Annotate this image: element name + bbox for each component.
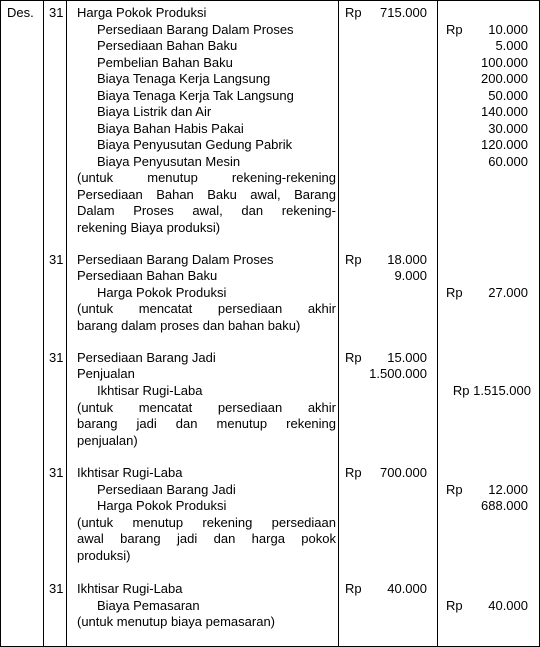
credit-currency: Rp bbox=[446, 22, 463, 37]
credit-amount: 120.000 bbox=[481, 137, 528, 152]
credit-currency: Rp bbox=[446, 482, 463, 497]
entry-note-line: (untuk mencatat persediaan akhir bbox=[77, 301, 336, 316]
entry-day: 31 bbox=[49, 350, 64, 365]
debit-amount: 15.000 bbox=[387, 350, 427, 365]
credit-account: Ikhtisar Rugi-Laba bbox=[97, 383, 203, 398]
debit-currency: Rp bbox=[345, 581, 362, 596]
debit-currency: Rp bbox=[345, 465, 362, 480]
debit-amount: 18.000 bbox=[387, 252, 427, 267]
credit-account: Pembelian Bahan Baku bbox=[97, 55, 233, 70]
entry-note-line: rekening Biaya produksi) bbox=[77, 220, 221, 235]
entry-note-line: barang jadi dan menutup rekening bbox=[77, 416, 336, 431]
credit-amount: 200.000 bbox=[481, 71, 528, 86]
debit-amount: 1.500.000 bbox=[369, 366, 427, 381]
debit-amount: 9.000 bbox=[394, 268, 427, 283]
debit-currency: Rp bbox=[345, 5, 362, 20]
credit-account: Biaya Bahan Habis Pakai bbox=[97, 121, 244, 136]
entry-day: 31 bbox=[49, 252, 64, 267]
entry-day: 31 bbox=[49, 465, 64, 480]
entry-day: 31 bbox=[49, 5, 64, 20]
credit-amount: Rp 1.515.000 bbox=[452, 383, 531, 398]
credit-amount: 40.000 bbox=[488, 598, 528, 613]
credit-account: Biaya Penyusutan Gedung Pabrik bbox=[97, 137, 293, 152]
credit-amount: 27.000 bbox=[488, 285, 528, 300]
credit-amount: 5.000 bbox=[495, 38, 528, 53]
credit-account: Harga Pokok Produksi bbox=[97, 285, 227, 300]
entry-month: Des. bbox=[7, 5, 34, 20]
entry-note-line: (untuk menutup rekening persediaan bbox=[77, 515, 336, 530]
entry-day: 31 bbox=[49, 581, 64, 596]
entry-note-line: penjualan) bbox=[77, 433, 138, 448]
debit-account: Persediaan Barang Dalam Proses bbox=[77, 252, 274, 267]
column-divider-description bbox=[338, 1, 339, 646]
entry-note-line: (untuk mencatat persediaan akhir bbox=[77, 400, 336, 415]
debit-account: Harga Pokok Produksi bbox=[77, 5, 207, 20]
entry-note-line: barang dalam proses dan bahan baku) bbox=[77, 318, 301, 333]
credit-account: Persediaan Barang Dalam Proses bbox=[97, 22, 294, 37]
credit-amount: 100.000 bbox=[481, 55, 528, 70]
credit-amount: 688.000 bbox=[481, 498, 528, 513]
debit-amount: 40.000 bbox=[387, 581, 427, 596]
credit-account: Biaya Listrik dan Air bbox=[97, 104, 212, 119]
credit-account: Biaya Pemasaran bbox=[97, 598, 200, 613]
debit-account: Ikhtisar Rugi-Laba bbox=[77, 581, 183, 596]
credit-account: Biaya Tenaga Kerja Tak Langsung bbox=[97, 88, 294, 103]
credit-amount: 30.000 bbox=[488, 121, 528, 136]
debit-account: Penjualan bbox=[77, 366, 135, 381]
credit-account: Biaya Tenaga Kerja Langsung bbox=[97, 71, 271, 86]
credit-amount: 12.000 bbox=[488, 482, 528, 497]
credit-account: Harga Pokok Produksi bbox=[97, 498, 227, 513]
debit-amount: 715.000 bbox=[380, 5, 427, 20]
column-divider-debit bbox=[437, 1, 438, 646]
entry-note-line: Persediaan Bahan Baku awal, Barang bbox=[77, 187, 336, 202]
credit-currency: Rp bbox=[446, 285, 463, 300]
credit-amount: 60.000 bbox=[488, 154, 528, 169]
credit-currency: Rp bbox=[446, 598, 463, 613]
entry-note-line: (untuk menutup rekening-rekening bbox=[77, 170, 336, 185]
debit-account: Persediaan Barang Jadi bbox=[77, 350, 216, 365]
credit-account: Persediaan Bahan Baku bbox=[97, 38, 238, 53]
debit-account: Ikhtisar Rugi-Laba bbox=[77, 465, 183, 480]
entry-note-line: produksi) bbox=[77, 548, 131, 563]
debit-amount: 700.000 bbox=[380, 465, 427, 480]
entry-note-line: (untuk menutup biaya pemasaran) bbox=[77, 614, 276, 629]
entry-note-line: Dalam Proses awal, dan rekening- bbox=[77, 203, 336, 218]
entry-note-line: awal barang jadi dan harga pokok bbox=[77, 531, 336, 546]
credit-amount: 140.000 bbox=[481, 104, 528, 119]
column-divider-day bbox=[66, 1, 67, 646]
credit-amount: 50.000 bbox=[488, 88, 528, 103]
debit-account: Persediaan Bahan Baku bbox=[77, 268, 218, 283]
credit-amount: 10.000 bbox=[488, 22, 528, 37]
column-divider-month bbox=[43, 1, 44, 646]
credit-account: Biaya Penyusutan Mesin bbox=[97, 154, 241, 169]
debit-currency: Rp bbox=[345, 252, 362, 267]
credit-account: Persediaan Barang Jadi bbox=[97, 482, 236, 497]
debit-currency: Rp bbox=[345, 350, 362, 365]
